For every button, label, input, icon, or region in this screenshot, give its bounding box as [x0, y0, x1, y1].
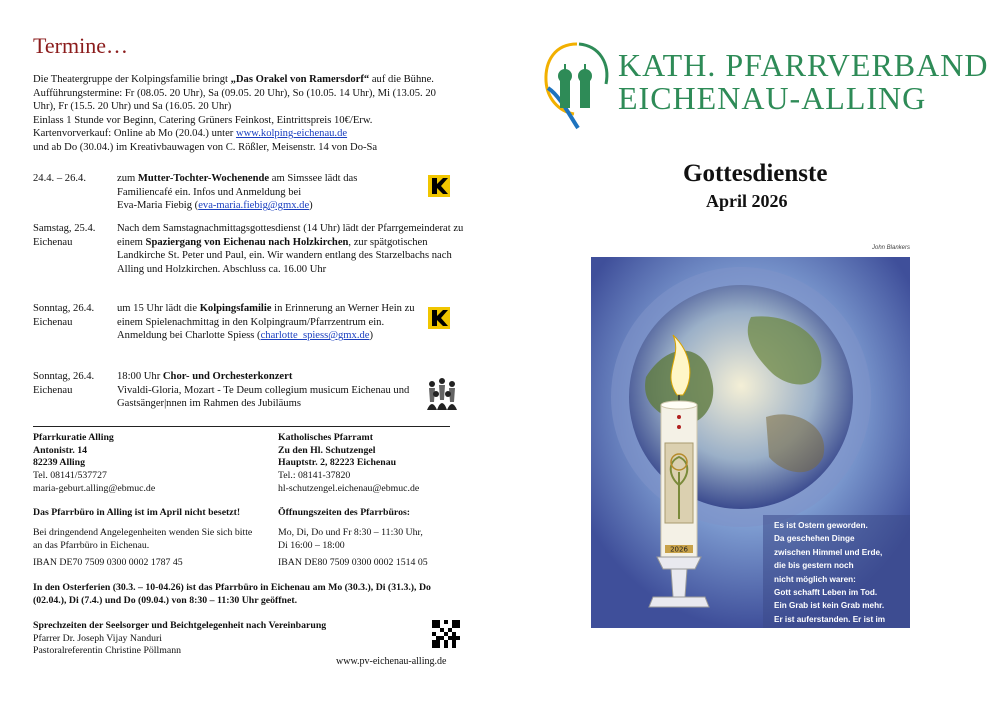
play-title: „Das Orakel von Ramersdorf“: [230, 74, 370, 85]
alling-email[interactable]: maria-geburt.alling@ebmuc.de: [33, 482, 156, 494]
email-link[interactable]: eva-maria.fiebig@gmx.de: [198, 200, 310, 212]
choir-icon: [422, 372, 462, 417]
event-item: [33, 172, 463, 217]
event-place: Eichenau: [33, 236, 73, 248]
artist-credit: John Blankers: [872, 245, 911, 251]
kolping-logo: [428, 307, 450, 329]
poem-line: Ein Grab ist kein Grab mehr.: [774, 601, 885, 611]
poem-line: die bis gestern noch: [774, 561, 854, 571]
opening-hours-title: Öffnungszeiten des Pfarrbüros:: [278, 507, 411, 518]
event-date: Sonntag, 26.4.: [33, 303, 95, 314]
logo-text-line2: EICHENAU-ALLING: [618, 80, 927, 116]
poem-line: Da geschehen Dinge: [774, 534, 855, 544]
event-item: [33, 302, 463, 362]
kolping-logo: [428, 175, 450, 197]
candle-year: 2026: [670, 545, 688, 554]
pastoral: Pastoralreferentin Christine Pöllmann: [33, 645, 182, 657]
qr-code: [432, 620, 460, 648]
email-link[interactable]: charlotte_spiess@gmx.de: [260, 330, 370, 342]
website[interactable]: www.pv-eichenau-alling.de: [336, 656, 447, 667]
poem-line: nicht möglich waren:: [774, 574, 856, 584]
event-date: Sonntag, 26.4.: [33, 371, 95, 382]
parish-logo: [540, 36, 615, 136]
heading: Gottesdienste: [683, 160, 828, 187]
event-text: zum Mutter-Tochter-Wochenende am Simssee lädt das Familiencafé ein. Infos und Anmeldung bei Eva-Maria Fiebig (eva-maria.fiebig@gmx.de): [117, 173, 358, 212]
contact-alling: Pfarrkuratie Alling Antonistr. 14 82239 Alling Tel. 08141/537727 maria-geburt.alling@ebmuc.de: [33, 432, 156, 494]
iban-eichenau: IBAN DE80 7509 0300 0002 1514 05: [278, 557, 428, 568]
event-date: Samstag, 25.4.: [33, 223, 96, 234]
event-place: Eichenau: [33, 384, 73, 396]
poem-line: Gott schafft Leben im Tod.: [774, 588, 878, 598]
contact-eichenau: Katholisches Pfarramt Zu den Hl. Schutzengel Hauptstr. 2, 82223 Eichenau Tel.: 08141-37820 hl-schutzengel.eichenau@ebmuc.de: [278, 432, 420, 494]
theater-intro: Die Theatergruppe der Kolpingsfamilie bringt „Das Orakel von Ramersdorf“ auf die Bühne. Aufführungstermine: Fr (08.05. 20 Uhr), Sa (09.05. 20 Uhr), So (10.05. 14 Uhr), Mi (13.05. 20 Uhr), Fr (15.5. 20 Uhr) und Sa (16.05. 20 Uhr) Einlass 1 Stunde vor Beginn, Catering Grüners Feinkost, Eintrittspreis 10€/Erw. Kartenvorverkauf: Online ab Mo (20.04.) unter www.kolping-eichenau.de und ab Do (30.04.) im Kreativbauwagen von C. Rößler, Meisenstr. 14 von Do-Sa: [33, 74, 436, 153]
poem-line: Er ist auferstanden. Er ist im Leben.: [774, 614, 886, 638]
priest: Pfarrer Dr. Joseph Vijay Nanduri: [33, 632, 163, 644]
event-text: 18:00 Uhr Chor- und Orchesterkonzert Vivaldi-Gloria, Mozart - Te Deum collegium musicum Eichenau und Gastsänger|nnen im Rahmen des Jubiläums: [117, 371, 410, 410]
divider: [33, 426, 450, 427]
easter-poem: [774, 519, 909, 640]
page-title: Termine…: [33, 33, 128, 58]
event-text: Nach dem Samstagnachmittagsgottesdienst (14 Uhr) lädt der Pfarrgemeinderat zu einem Spaziergang von Eichenau nach Holzkirchen, zur spätgotischen Landkirche St. Peter und Paul, ein. Wir wandern entlang des Starzelbachs nach Alling und Holzkirchen. Abschluss ca. 16.00 Uhr: [117, 223, 464, 275]
iban-alling: IBAN DE70 7509 0300 0002 1787 45: [33, 557, 183, 568]
consult-hours: Sprechzeiten der Seelsorger und Beichtgelegenheit nach Vereinbarung Pfarrer Dr. Joseph Vijay Nanduri Pastoralreferentin Christine Pöllmann: [33, 620, 327, 657]
alling-closed: Das Pfarrbüro in Alling ist im April nicht besetzt!: [33, 507, 241, 518]
event-place: Eichenau: [33, 316, 73, 328]
event-item: [33, 370, 463, 415]
month: April 2026: [706, 191, 788, 211]
logo-text-line1: KATH. PFARRVERBAND: [618, 47, 989, 83]
poem-line: Es ist Ostern geworden.: [774, 521, 868, 530]
event-date: 24.4. – 26.4.: [33, 173, 86, 184]
event-item: [33, 222, 463, 297]
opening-hours: Mo, Di, Do und Fr 8:30 – 11:30 Uhr, Di 16:00 – 18:00: [278, 527, 423, 551]
eichenau-email[interactable]: hl-schutzengel.eichenau@ebmuc.de: [278, 482, 420, 494]
poem-line: zwischen Himmel und Erde,: [774, 547, 883, 557]
alling-note: Bei dringendend Angelegenheiten wenden Sie sich bitte an das Pfarrbüro in Eichenau.: [33, 527, 253, 551]
event-text: um 15 Uhr lädt die Kolpingsfamilie in Erinnerung an Werner Hein zu einem Spielenachmittag in den Kolpingraum/Pfarrzentrum ein. Anmeldung bei Charlotte Spiess (charlotte_spiess@gmx.de): [117, 303, 415, 342]
kolping-link[interactable]: www.kolping-eichenau.de: [235, 128, 348, 140]
easter-hours: In den Osterferien (30.3. – 10-04.26) ist das Pfarrbüro in Eichenau am Mo (30.3.), Di (31.3.), Do (02.04.), Di (7.4.) und Do (09.04.) von 8:30 – 11:30 Uhr geöffnet.: [33, 582, 431, 606]
